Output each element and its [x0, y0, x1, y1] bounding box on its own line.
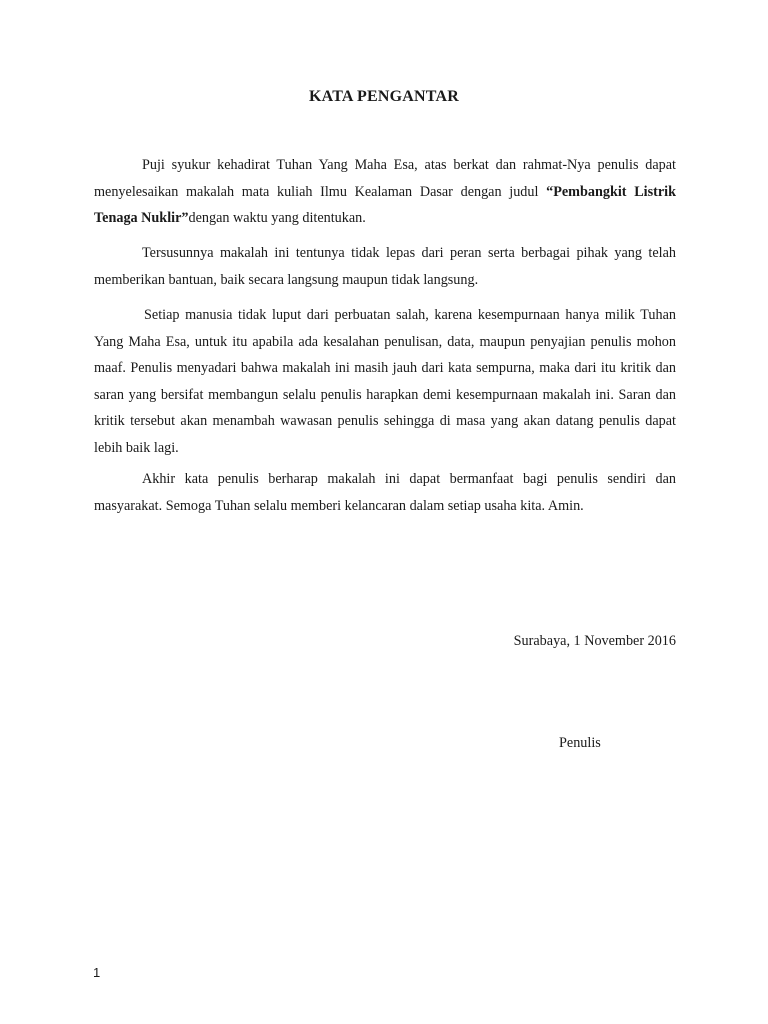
paragraph-closing-text: Akhir kata penulis berharap makalah ini dapat bermanfaat bagi penulis sendiri dan masyarakat. Semoga Tuhan selalu memberi kelancaran dalam setiap usaha kita. Amin.	[94, 471, 676, 514]
page-title: KATA PENGANTAR	[309, 88, 459, 105]
paragraph-intro-before: Puji syukur kehadirat Tuhan Yang Maha Esa, atas berkat dan rahmat-Nya penulis dapat menyelesaikan makalah mata kuliah Ilmu Kealaman Dasar dengan judul	[94, 157, 676, 200]
paragraph-apology-text: Setiap manusia tidak luput dari perbuatan salah, karena kesempurnaan hanya milik Tuhan Yang Maha Esa, untuk itu apabila ada kesalahan penulisan, data, maupun penyajian penulis mohon maaf. Penulis menyadari bahwa makalah ini masih jauh dari kata sempurna, maka dari itu kritik dan saran yang bersifat membangun selalu penulis harapkan demi kesempurnaan makalah ini. Saran dan kritik tersebut akan menambah wawasan penulis sehingga di masa yang akan datang penulis dapat lebih baik lagi.	[94, 307, 676, 456]
signer-label: Penulis	[559, 735, 601, 751]
paper-title-emphasis: “Pembangkit Listrik Tenaga Nuklir”	[94, 183, 676, 226]
paragraph-closing	[94, 466, 676, 519]
page-number: 1	[93, 965, 101, 980]
place-date: Surabaya, 1 November 2016	[513, 633, 676, 649]
paragraph-apology	[94, 302, 676, 461]
paragraph-intro-text	[94, 152, 676, 232]
paragraph-intro	[94, 152, 676, 232]
paragraph-acknowledgement-text: Tersusunnya makalah ini tentunya tidak lepas dari peran serta berbagai pihak yang telah memberikan bantuan, baik secara langsung maupun tidak langsung.	[94, 245, 676, 288]
paragraph-acknowledgement	[94, 240, 676, 293]
paragraph-intro-after: dengan waktu yang ditentukan.	[188, 210, 366, 226]
